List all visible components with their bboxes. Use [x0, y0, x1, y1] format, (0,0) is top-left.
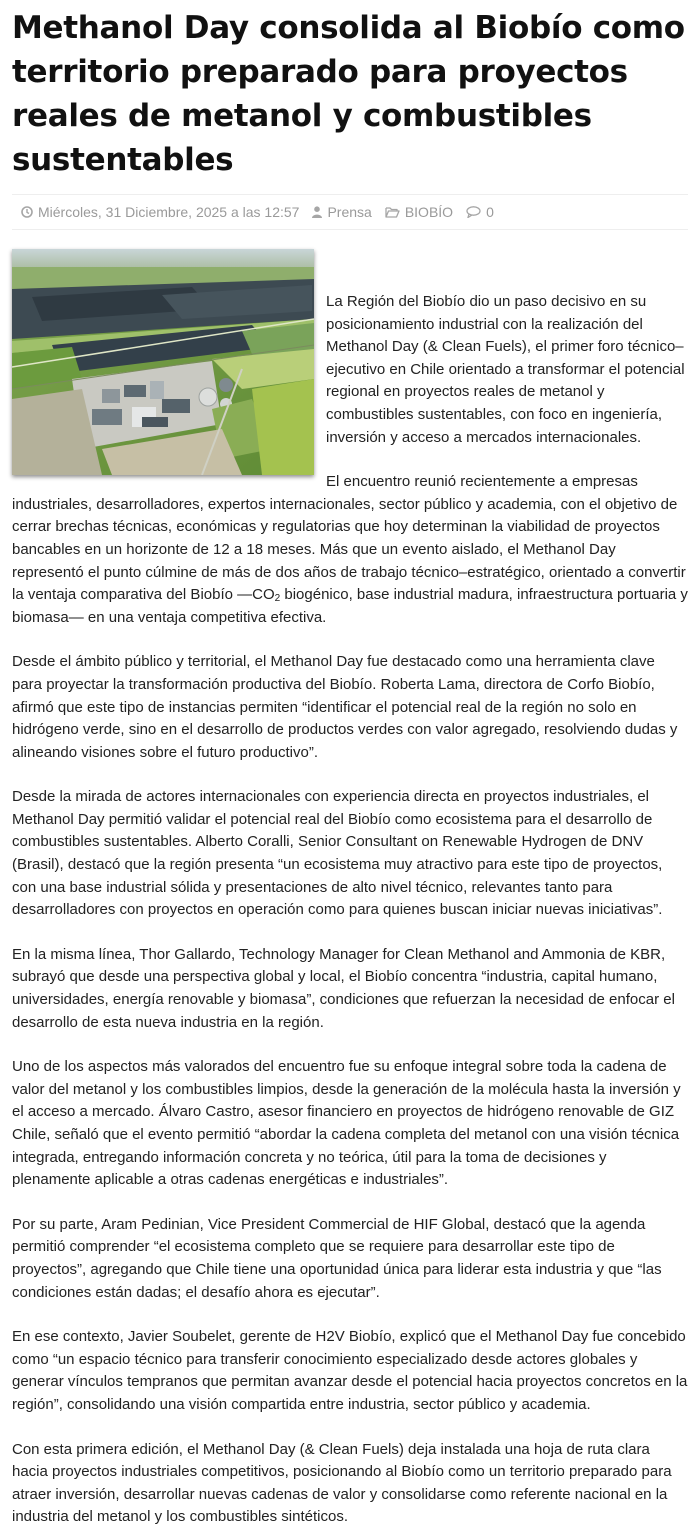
subscript: 2 — [274, 593, 281, 605]
paragraph: La Región del Biobío dio un paso decisivo en su posicionamiento industrial con la realización del Methanol Day (& Clean Fuels), el primer foro técnico–ejecutivo en Chile orientado a transformar el potencial regional en proyectos reales de metanol y combustibles sustentables, con foco en ingeniería, inversión y acceso a mercados internacionales. — [326, 293, 685, 446]
meta-category-text[interactable]: BIOBÍO — [404, 204, 454, 220]
paragraph: Por su parte, Aram Pedinian, Vice President Commercial de HIF Global, destacó que la agenda permitió comprender “el ecosistema completo que se requiere para desarrollar este tipo de proyectos”, agregando que Chile tiene una oportunidad única para liderar esta industria y que “las condiciones están dadas; el desafío ahora es ejecutar”. — [12, 1215, 662, 1301]
meta-comments[interactable] — [466, 204, 494, 220]
folder-icon — [385, 206, 400, 218]
article-body — [12, 249, 688, 1529]
clock-icon — [21, 206, 33, 218]
meta-author[interactable] — [312, 204, 371, 220]
meta-author-text[interactable]: Prensa — [327, 204, 372, 220]
paragraph: Desde la mirada de actores internacionales con experiencia directa en proyectos industriales, el Methanol Day permitió validar el potencial real del Biobío como ecosistema para el desarrollo de combustibles sustentables. Alberto Coralli, Senior Consultant on Renewable Hydrogen de DNV (Brasil), destacó que la región presenta “un ecosistema muy atractivo para este tipo de proyectos, con una base industrial sólida y presentaciones de alto nivel técnico, relevantes tanto para desarrolladores con proyectos en operación como para quienes buscan iniciar nuevas iniciativas”. — [12, 788, 663, 919]
paragraph-text: biogénico, base industrial madura, infraestructura portuaria y biomasa— en una ventaja competitiva efectiva. — [12, 586, 688, 626]
article-meta — [12, 194, 688, 230]
paragraph: En ese contexto, Javier Soubelet, gerente de H2V Biobío, explicó que el Methanol Day fue concebido como “un espacio técnico para transferir conocimiento especializado desde actores globales y generar vínculos tempranos que permitan avanzar desde el potencial hacia proyectos concretos en la región”, consolidando una visión compartida entre industria, sector público y academia. — [12, 1328, 688, 1413]
user-icon — [312, 206, 322, 218]
paragraph — [12, 471, 688, 629]
paragraph: Desde el ámbito público y territorial, el Methanol Day fue destacado como una herramienta clave para proyectar la transformación productiva del Biobío. Roberta Lama, directora de Corfo Biobío, afirmó que este tipo de instancias permiten “identificar el potencial real de la región no solo en hidrógeno verde, sino en el desarrollo de productos verdes con valor agregado, resolviendo dudas y alineando visiones sobre el futuro productivo”. — [12, 653, 678, 761]
comment-icon — [466, 206, 481, 218]
paragraph: En la misma línea, Thor Gallardo, Technology Manager for Clean Methanol and Ammonia de KBR, subrayó que desde una perspectiva global y local, el Biobío concentra “industria, capital humano, universidades, energía renovable y biomasa”, condiciones que refuerzan la necesidad de enfocar el desarrollo de esta nueva industria en la región. — [12, 945, 675, 1031]
meta-date — [21, 204, 299, 220]
paragraph-text: El encuentro reunió recientemente a empresas industriales, desarrolladores, expertos internacionales, sector público y academia, con el objetivo de cerrar brechas técnicas, económicas y regulatorias que hoy determinan la viabilidad de proyectos bancables en un horizonte de 12 a 18 meses. Más que un evento aislado, el Methanol Day representó el punto cúlmine de más de dos años de trabajo técnico–estratégico, orientado a convertir la ventaja comparativa del Biobío —CO — [12, 473, 686, 604]
article-title: Methanol Day consolida al Biobío como territorio preparado para proyectos reales de metanol y combustibles sustentables — [12, 10, 685, 178]
paragraph: Con esta primera edición, el Methanol Day (& Clean Fuels) deja instalada una hoja de ruta clara hacia proyectos industriales competitivos, posicionando al Biobío como un territorio preparado para atraer inversión, desarrollar nuevas cadenas de valor y consolidarse como referente nacional en la industria del metanol y los combustibles sintéticos. — [12, 1440, 672, 1526]
aerial-plant-photo — [12, 249, 314, 475]
meta-date-text: Miércoles, 31 Diciembre, 2025 a las 12:57 — [38, 204, 300, 220]
meta-comments-count[interactable]: 0 — [486, 204, 494, 220]
paragraph: Uno de los aspectos más valorados del encuentro fue su enfoque integral sobre toda la cadena de valor del metanol y los combustibles limpios, desde la generación de la molécula hasta la inversión y el acceso a mercado. Álvaro Castro, asesor financiero en proyectos de hidrógeno renovable de GIZ Chile, señaló que el evento permitió “abordar la cadena completa del metanol con una visión técnica integrada, entregando información concreta y no teórica, útil para la toma de decisiones y plenamente aplicable a otras cadenas energéticas e industriales”. — [12, 1058, 681, 1189]
meta-category[interactable] — [385, 204, 453, 220]
